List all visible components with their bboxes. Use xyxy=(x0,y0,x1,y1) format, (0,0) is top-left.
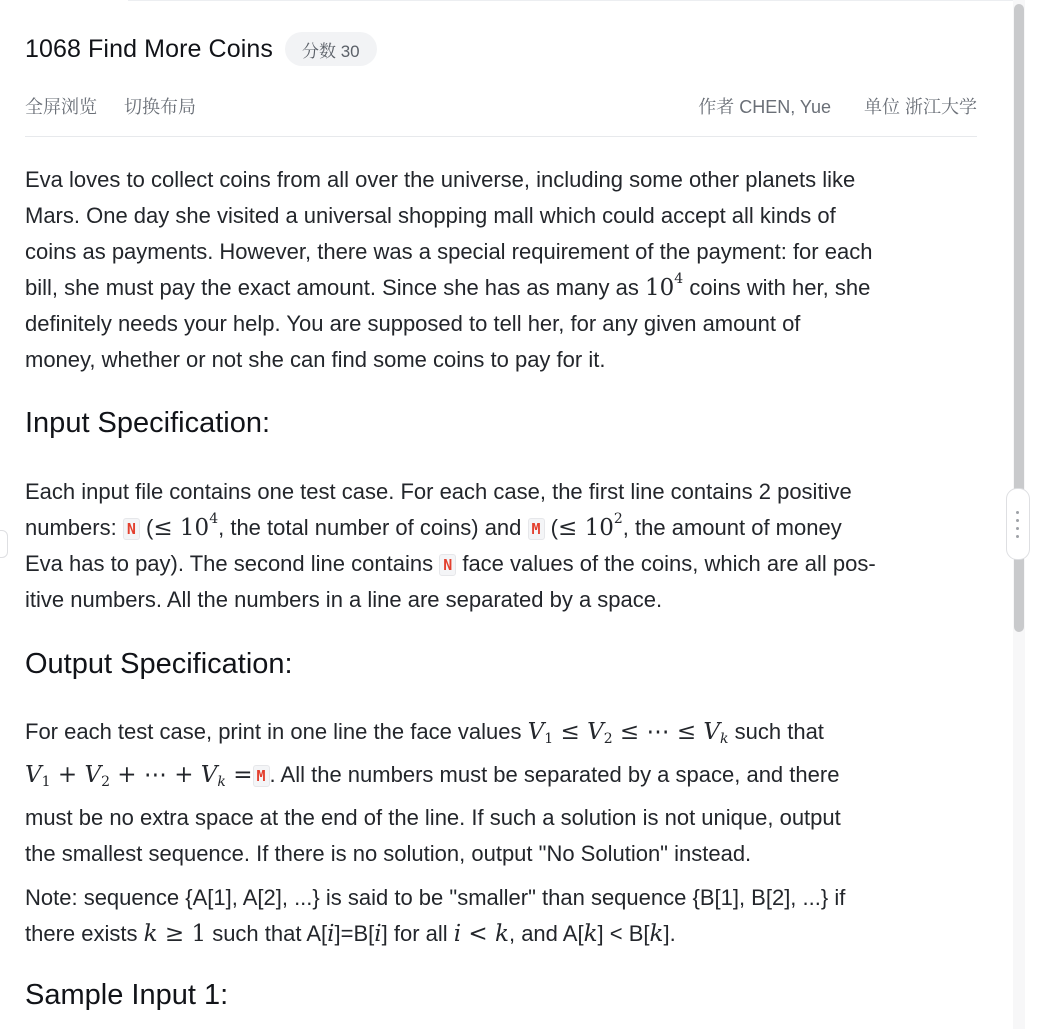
note-text: ] for all xyxy=(381,921,454,946)
math-base: 10 xyxy=(645,275,675,301)
math-k: k xyxy=(649,921,664,947)
math-sum: $V_1 + V_2$ + ⋯ + $V_k$ = xyxy=(25,762,253,790)
math-i: i xyxy=(374,921,382,947)
output-spec-heading: Output Specification: xyxy=(25,648,293,680)
left-panel-toggle[interactable] xyxy=(0,530,8,558)
code-m: M xyxy=(253,765,270,787)
output-line: must be no extra space at the end of the line. If such a solution is not unique, output xyxy=(25,805,841,830)
code-m: M xyxy=(528,518,545,540)
output-line xyxy=(25,714,977,757)
unit-label: 单位 浙江大学 xyxy=(863,97,977,117)
fullscreen-button[interactable]: 全屏浏览 xyxy=(25,97,97,117)
switch-layout-button[interactable]: 切换布局 xyxy=(124,97,197,117)
math-exponent: 2 xyxy=(613,511,623,527)
code-n: N xyxy=(439,554,456,576)
input-spec-heading: Input Specification: xyxy=(25,407,271,439)
author-label: 作者 CHEN, Yue xyxy=(698,97,831,117)
input-text: face values of the coins, which are all pos- xyxy=(456,551,876,576)
input-text: ( xyxy=(544,515,558,540)
intro-paragraph xyxy=(25,162,977,378)
note-text: there exists xyxy=(25,921,144,946)
resize-handle[interactable] xyxy=(1006,488,1030,560)
problem-title: 1068 Find More Coins xyxy=(25,34,273,63)
drag-dots-icon xyxy=(1016,511,1019,543)
intro-line: money, whether or not she can find some coins to pay for it. xyxy=(25,347,606,372)
intro-line: Mars. One day she visited a universal shopping mall which could accept all kinds of xyxy=(25,203,836,228)
toolbar xyxy=(25,93,977,119)
problem-meta xyxy=(670,93,977,119)
math-k-geq-1: k ≥ 1 xyxy=(143,921,207,947)
score-badge: 分数 30 xyxy=(285,32,377,66)
note-text: ]=B[ xyxy=(334,921,375,946)
intro-text: bill, she must pay the exact amount. Since she has as many as xyxy=(25,275,645,300)
input-line xyxy=(25,510,977,546)
math-base: 10 xyxy=(179,515,210,541)
output-spec-paragraph xyxy=(25,714,977,952)
math-symbol: ≤ xyxy=(558,515,585,541)
output-text: For each test case, print in one line the face values xyxy=(25,719,528,744)
header-divider xyxy=(25,136,977,137)
note-text: ]. xyxy=(663,921,676,946)
note-line xyxy=(25,916,977,952)
input-line: itive numbers. All the numbers in a line are separated by a space. xyxy=(25,587,663,612)
intro-line xyxy=(25,270,977,306)
math-leq xyxy=(558,511,623,541)
math-i-lt-k: i < k xyxy=(453,921,509,947)
input-text: Eva has to pay). The second line contains xyxy=(25,551,440,576)
input-spec-paragraph xyxy=(25,474,977,618)
math-k: k xyxy=(583,921,598,947)
math-power xyxy=(645,271,684,301)
math-i: i xyxy=(327,921,335,947)
code-n: N xyxy=(123,518,140,540)
note-line: Note: sequence {A[1], A[2], ...} is said to be "smaller" than sequence {B[1], B[2], ...} if xyxy=(25,885,846,910)
top-divider xyxy=(128,0,1013,1)
math-symbol: ≤ xyxy=(153,515,180,541)
note-text: , and A[ xyxy=(508,921,584,946)
output-line xyxy=(25,757,977,800)
intro-text: coins with her, she xyxy=(683,275,871,300)
output-text: such that xyxy=(728,719,824,744)
input-line: Each input file contains one test case. For each case, the first line contains 2 positive xyxy=(25,479,852,504)
input-text: , the amount of money xyxy=(622,515,842,540)
note-text: such that A[ xyxy=(206,921,328,946)
note-text: ] < B[ xyxy=(597,921,650,946)
math-exponent: 4 xyxy=(674,271,684,287)
input-text: , the total number of coins) and xyxy=(218,515,528,540)
title-row xyxy=(25,32,377,66)
toolbar-actions xyxy=(25,93,218,119)
math-exponent: 4 xyxy=(209,511,219,527)
output-line: the smallest sequence. If there is no solution, output "No Solution" instead. xyxy=(25,841,752,866)
intro-line: Eva loves to collect coins from all over the universe, including some other planets like xyxy=(25,167,856,192)
sample-input-heading: Sample Input 1: xyxy=(25,979,229,1011)
math-base: 10 xyxy=(584,515,614,541)
input-text: ( xyxy=(139,515,154,540)
math-leq xyxy=(153,511,219,541)
intro-line: definitely needs your help. You are supposed to tell her, for any given amount of xyxy=(25,311,801,336)
input-text: numbers: xyxy=(25,515,123,540)
intro-line: coins as payments. However, there was a special requirement of the payment: for each xyxy=(25,239,873,264)
output-text: . All the numbers must be separated by a space, and there xyxy=(269,762,840,787)
math-inequality: $V_1 \le V_2$ ≤ ⋯ ≤ $V_k$ xyxy=(527,719,729,747)
input-line xyxy=(25,546,977,582)
